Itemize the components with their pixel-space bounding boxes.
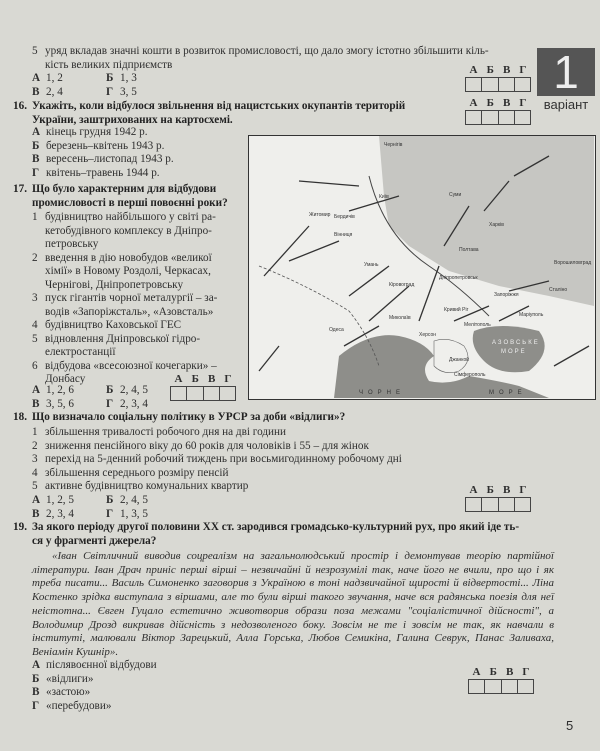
q19-question (3, 521, 563, 548)
item-text: кість великих підприємств (45, 58, 173, 71)
black-sea-label: ЧОРНЕ (359, 390, 406, 396)
option-letter: Б (106, 384, 114, 396)
page-number: 5 (566, 718, 574, 733)
item-text: кетобудівного комплексу в Дніпро- (45, 224, 212, 237)
question-text: ся у фрагменті джерела? (32, 534, 157, 547)
city-label: Чернігів (384, 142, 403, 148)
option-value: 2, 3, 4 (46, 507, 74, 520)
answer-box[interactable] (515, 111, 530, 124)
item-text: будівництво найбільшого у світі ра- (45, 211, 216, 223)
list-item (32, 238, 242, 252)
option-letter: В (32, 153, 40, 165)
answer-box[interactable] (518, 680, 533, 693)
city-label: Запоріжжя (494, 292, 519, 298)
item-number: 3 (32, 292, 38, 304)
grid-letter: Б (191, 373, 199, 385)
grid-letter: В (207, 373, 216, 385)
list-item (32, 333, 242, 347)
city-label: Суми (449, 192, 462, 198)
list-item (32, 252, 242, 266)
option-letter: Б (32, 672, 40, 685)
option-value: «застою» (46, 686, 91, 698)
grid-letter: А (469, 97, 478, 109)
grid-letter: А (469, 64, 478, 76)
item-number (32, 265, 45, 279)
option-letter: Г (106, 507, 114, 520)
answer-box[interactable] (204, 387, 220, 400)
option-letter: А (32, 659, 41, 671)
list-item (32, 426, 472, 440)
variant-label: варіант (543, 97, 589, 112)
city-label: Херсон (419, 332, 436, 338)
option-letter: Г (32, 166, 40, 179)
list-item (32, 440, 472, 454)
answer-box[interactable] (515, 78, 530, 91)
answer-box[interactable] (515, 498, 530, 511)
source-quote: «Іван Світличний виводив соцреалізм на загальнолюдський простір і демонтував теорію партійної літератури. Іван Драч приніс перші вірші – незвичайні й незрозумілі так, наче його не вчили, про що і як треба писати... Василь Симоненко заговорив з Україною в тоні надзвичайної щирості й відвертості... Ліна Костенко зрідка виступала з віршами, але то були вірші такого звучання, наче вся радянська поезія для неї неістотна... Євген Гуцало естетично животворив образи поза межами "соціалістичної дійсності", а Володимир Дрозд викривав дійсність з недозволеного боку. Зовсім не те і зовсім не так, як навчали в інституті, малювали Віктор Зарецький, Алла Горська, Любов Семикіна, Галина Севрук, Панас Заливаха, Веніамін Кушнір». (32, 550, 554, 658)
item-number: 3 (32, 453, 38, 465)
option-letter: А (32, 126, 41, 138)
city-label: Житомир (309, 212, 331, 218)
arrow (419, 266, 439, 321)
question-number: 18. (13, 411, 27, 423)
question-text: України, заштрихованих на картосхемі. (32, 113, 233, 126)
city-label: Мелітополь (464, 322, 491, 328)
city-label: Джанкой (449, 357, 470, 363)
q17-options (32, 384, 180, 411)
answer-box[interactable] (466, 498, 482, 511)
item-text: відновлення Дніпровської гідро- (45, 332, 201, 345)
q16-options (32, 126, 174, 180)
option-value: 2, 4, 5 (120, 494, 148, 506)
answer-box[interactable] (482, 498, 498, 511)
list-item (32, 467, 472, 481)
option-value: березень–квітень 1943 р. (46, 139, 165, 152)
option-value: 2, 3, 4 (120, 397, 148, 410)
list-item (32, 292, 242, 306)
option-letter: А (32, 72, 41, 84)
item-number: 4 (32, 466, 38, 479)
item-text: Донбасу (45, 373, 86, 385)
answer-grid-q15 (465, 64, 531, 92)
q17-items (32, 211, 242, 387)
azov-sea-label: АЗОВСЬКЕ (492, 340, 540, 346)
question-number: 17. (13, 183, 27, 195)
grid-letter: А (174, 373, 183, 385)
item-number: 6 (32, 359, 38, 372)
answer-box[interactable] (187, 387, 203, 400)
city-label: Кіровоград (389, 282, 415, 288)
grid-letter: Б (486, 484, 494, 496)
city-label: Маріуполь (519, 312, 544, 318)
answer-grid-q16 (465, 97, 531, 125)
option-value: 3, 5, 6 (46, 397, 74, 410)
list-item (32, 346, 242, 360)
list-item (32, 453, 472, 467)
arrow (289, 241, 339, 261)
grid-letter: Б (486, 64, 494, 76)
option-value: 2, 4 (46, 85, 63, 98)
option-letter: В (32, 85, 40, 98)
list-item (32, 265, 242, 279)
city-label: Вінниця (334, 232, 353, 238)
city-label: Ворошиловград (554, 260, 592, 266)
item-text: Чернігові, Дніпропетровську (45, 278, 184, 291)
item-number: 1 (32, 426, 38, 438)
option-letter: Г (106, 85, 114, 98)
q15-item-5 (32, 45, 522, 72)
azov-sea-label: МОРЕ (501, 349, 527, 355)
question-text: Що визначало соціальну політику в УРСР за доби «відлиги»? (32, 411, 346, 423)
list-item (32, 211, 242, 225)
option-letter: Г (32, 699, 40, 712)
option-value: квітень–травень 1944 р. (46, 166, 160, 179)
question-text: Що було характерним для відбудови (32, 183, 217, 195)
q17-question (3, 183, 243, 210)
option-letter: В (32, 397, 40, 410)
option-value: 1, 3, 5 (120, 507, 148, 520)
grid-letter: В (502, 484, 511, 496)
answer-grid-q19 (468, 666, 534, 694)
question-text: промисловості в перші повоєнні роки? (32, 196, 228, 209)
q19-options (32, 659, 157, 713)
grid-letter: Г (519, 484, 527, 496)
list-item (32, 225, 242, 239)
answer-box[interactable] (485, 680, 501, 693)
grid-letter: А (472, 666, 481, 678)
option-value: 2, 4, 5 (120, 384, 148, 396)
option-letter: Г (106, 397, 114, 410)
option-value: післявоєнної відбудови (46, 659, 157, 671)
option-letter: А (32, 494, 41, 506)
option-value: кінець грудня 1942 р. (46, 126, 148, 138)
answer-box[interactable] (502, 680, 518, 693)
option-letter: А (32, 384, 41, 396)
item-number (32, 306, 45, 320)
q16-question (3, 100, 463, 127)
option-letter: В (32, 507, 40, 520)
liberated-shaded-area (379, 136, 594, 306)
item-text: перехід на 5-денний робочий тиждень при восьмигодинному робочому дні (45, 453, 402, 465)
arrow (259, 346, 279, 371)
item-text: водів «Запоріжсталь», «Азовсталь» (45, 305, 214, 318)
option-letter: Б (106, 494, 114, 506)
item-text: електростанції (45, 346, 116, 358)
option-value: «перебудови» (46, 699, 112, 712)
item-number: 1 (32, 211, 38, 223)
option-value: 1, 3 (120, 72, 137, 84)
arrow (554, 346, 589, 366)
grid-letter: Г (519, 97, 527, 109)
item-text: збільшення тривалості робочого дня на дві години (45, 426, 287, 438)
arrow (264, 226, 309, 276)
item-text: відбудова «всесоюзної кочегарки» – (45, 359, 217, 372)
item-text: уряд вкладав значні кошти в розвиток промисловості, що дало змогу істотно збільшити кіль- (45, 45, 489, 57)
answer-box[interactable] (499, 111, 515, 124)
item-number (32, 279, 45, 293)
grid-letter: Г (519, 64, 527, 76)
city-label: Кривий Ріг (444, 307, 469, 313)
option-letter: Б (32, 139, 40, 152)
city-label: Сталіно (549, 287, 568, 293)
city-label: Київ (379, 194, 389, 200)
item-number: 4 (32, 319, 38, 331)
grid-letter: В (502, 64, 511, 76)
question-text: За якого періоду другої половини XX ст. зародився громадсько-культурний рух, про який іде ть- (32, 521, 520, 533)
item-number (32, 225, 45, 239)
item-text: зниження пенсійного віку до 60 років для чоловіків і 55 – для жінок (45, 439, 369, 452)
option-letter: В (32, 686, 40, 698)
answer-box[interactable] (469, 680, 485, 693)
answer-box[interactable] (499, 498, 515, 511)
city-label: Сімферополь (454, 372, 486, 378)
option-value: «відлиги» (46, 672, 94, 685)
answer-box[interactable] (220, 387, 235, 400)
answer-box[interactable] (466, 78, 482, 91)
item-number (32, 238, 45, 252)
option-value: 3, 5 (120, 85, 137, 98)
item-text: пуск гігантів чорної металургії – за- (45, 292, 218, 304)
black-sea-label: МОРЕ (489, 390, 527, 396)
item-number: 2 (32, 439, 38, 452)
map-svg (249, 136, 594, 398)
answer-box[interactable] (499, 78, 515, 91)
grid-letter: В (502, 97, 511, 109)
answer-box[interactable] (482, 78, 498, 91)
grid-letter: Г (224, 373, 232, 385)
item-number: 5 (32, 480, 38, 492)
arrow (349, 266, 389, 296)
variant-badge: 1 (537, 48, 595, 96)
q18-items (32, 426, 472, 494)
item-text: активне будівництво комунальних квартир (45, 480, 249, 492)
option-value: 1, 2, 6 (46, 384, 74, 396)
item-number (32, 346, 45, 360)
item-number: 2 (32, 251, 38, 264)
map-scheme (248, 135, 596, 400)
list-item (32, 279, 242, 293)
grid-letter: Б (486, 97, 494, 109)
grid-letter: Б (489, 666, 497, 678)
question-number: 16. (13, 100, 27, 112)
q18-options (32, 494, 180, 521)
city-label: Одеса (329, 327, 344, 333)
item-text: збільшення середнього розміру пенсій (45, 466, 229, 479)
city-label: Миколаїв (389, 315, 411, 321)
option-value: 1, 2 (46, 72, 63, 84)
city-label: Харків (489, 222, 504, 228)
q15-options (32, 72, 180, 99)
q18-question (3, 411, 563, 425)
answer-box[interactable] (482, 111, 498, 124)
item-number: 5 (32, 45, 38, 57)
answer-grid-q18 (465, 484, 531, 512)
question-text: Укажіть, коли відбулося звільнення від нацистських окупантів територій (32, 100, 406, 112)
item-number: 5 (32, 332, 38, 345)
list-item (32, 306, 242, 320)
option-value: 1, 2, 5 (46, 494, 74, 506)
item-text: введення в дію новобудов «великої (45, 251, 212, 264)
list-item (32, 319, 242, 333)
grid-letter: В (505, 666, 514, 678)
answer-box[interactable] (466, 111, 482, 124)
list-item (32, 480, 472, 494)
city-label: Умань (364, 262, 379, 268)
question-number: 19. (13, 521, 27, 533)
option-value: вересень–листопад 1943 р. (46, 153, 174, 165)
item-text: хімії» в Новому Роздолі, Черкасах, (45, 265, 211, 277)
grid-letter: Г (522, 666, 530, 678)
city-label: Полтава (459, 247, 479, 253)
grid-letter: А (469, 484, 478, 496)
option-letter: Б (106, 72, 114, 84)
list-item (32, 360, 242, 374)
crimea (434, 339, 468, 372)
arrow (299, 181, 359, 186)
item-text: будівництво Каховської ГЕС (45, 319, 182, 331)
city-label: Дніпропетровськ (439, 275, 478, 281)
item-text: петровську (45, 238, 99, 250)
city-label: Бердичів (334, 214, 355, 220)
